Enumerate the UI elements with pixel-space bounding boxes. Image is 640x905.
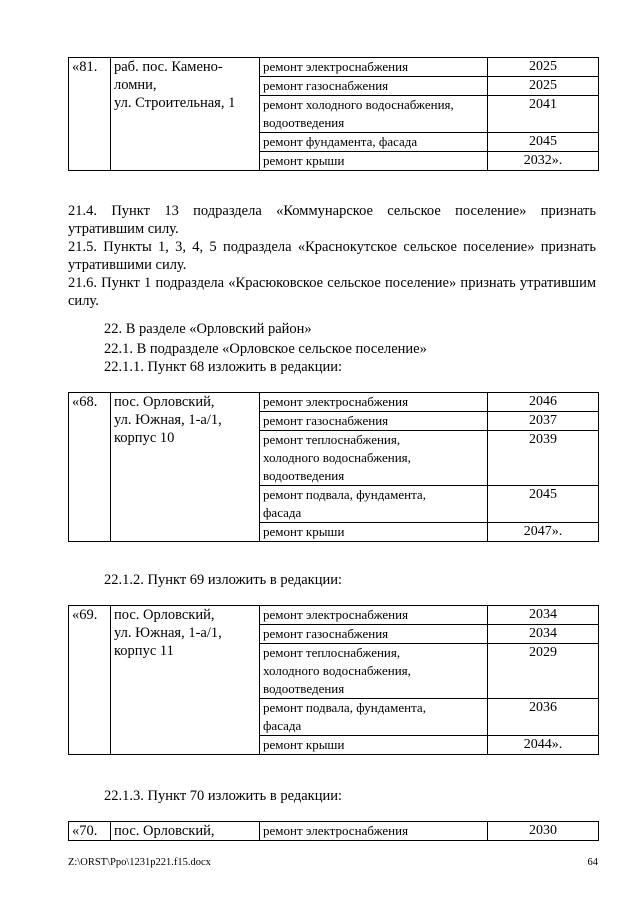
work-type-line: ремонт крыши [263,737,345,752]
table-row [69,606,599,625]
paragraph-21-5: 21.5. Пункты 1, 3, 4, 5 подраздела «Краснокутское сельское поселение» признать утратившими силу. [68,239,596,273]
address-line: ул. Строительная, 1 [114,95,236,111]
work-type-cell [260,699,488,736]
address-line: пос. Орловский, [114,394,215,410]
work-type-cell [260,523,488,542]
paragraph-21-4: 21.4. Пункт 13 подраздела «Коммунарское сельское поселение» признать утратившим силу. [68,203,596,237]
year-cell: 2036 [488,699,599,736]
paragraph-22-1-1: 22.1.1. Пункт 68 изложить в редакции: [104,359,343,375]
address-line: ломни, [114,77,157,93]
year-cell: 2034 [488,625,599,644]
address-line: корпус 10 [114,430,175,446]
table-row [69,393,599,412]
year-cell: 2032». [488,152,599,171]
work-type-line: фасада [263,505,302,520]
paragraph-21-6: 21.6. Пункт 1 подраздела «Красюковское сельское поселение» признать утратившим силу. [68,275,596,309]
year-cell: 2047». [488,523,599,542]
work-type-line: ремонт холодного водоснабжения, [263,97,454,112]
work-type-cell [260,77,488,96]
address-line: пос. Орловский, [114,823,215,839]
year-cell: 2037 [488,412,599,431]
work-type-line: ремонт подвала, фундамента, [263,487,426,502]
work-type-cell [260,431,488,486]
address-line: раб. пос. Камено- [114,59,223,75]
year-cell: 2046 [488,393,599,412]
item-number: «81. [69,58,111,171]
work-type-cell [260,486,488,523]
work-type-cell [260,152,488,171]
address-line: ул. Южная, 1-а/1, [114,412,222,428]
year-cell: 2030 [488,822,599,841]
work-type-line: водоотведения [263,681,345,696]
work-type-line: ремонт электроснабжения [263,823,409,838]
work-type-line: ремонт подвала, фундамента, [263,700,426,715]
work-type-line: ремонт электроснабжения [263,59,409,74]
table-row [69,822,599,841]
repair-table-69 [68,605,599,755]
year-cell: 2034 [488,606,599,625]
work-type-cell [260,606,488,625]
table-body [69,822,599,841]
year-cell: 2045 [488,133,599,152]
page-number: 64 [587,857,598,868]
work-type-line: ремонт крыши [263,524,345,539]
repair-table-68 [68,392,599,542]
work-type-cell [260,736,488,755]
work-type-cell [260,96,488,133]
table-row [69,58,599,77]
work-type-line: ремонт электроснабжения [263,394,409,409]
item-number: «70. [69,822,111,841]
work-type-cell [260,58,488,77]
work-type-line: ремонт фундамента, фасада [263,134,418,149]
work-type-line: ремонт теплоснабжения, [263,645,401,660]
repair-table-70 [68,821,599,841]
footer-file-path: Z:\ORST\Ppo\1231p221.f15.docx [68,857,211,868]
year-cell: 2039 [488,431,599,486]
work-type-cell [260,822,488,841]
work-type-line: холодного водоснабжения, [263,663,411,678]
work-type-line: водоотведения [263,115,345,130]
item-number: «69. [69,606,111,755]
year-cell: 2029 [488,644,599,699]
address-line: корпус 11 [114,643,174,659]
paragraph-22-1-2: 22.1.2. Пункт 69 изложить в редакции: [104,572,343,588]
work-type-line: водоотведения [263,468,345,483]
work-type-line: ремонт теплоснабжения, [263,432,401,447]
work-type-cell [260,412,488,431]
work-type-line: холодного водоснабжения, [263,450,411,465]
table-body [69,393,599,542]
table-body [69,58,599,171]
table-body [69,606,599,755]
address-line: пос. Орловский, [114,607,215,623]
address-cell [111,393,260,542]
work-type-cell [260,133,488,152]
year-cell: 2025 [488,58,599,77]
item-number: «68. [69,393,111,542]
year-cell: 2045 [488,486,599,523]
year-cell: 2025 [488,77,599,96]
year-cell: 2044». [488,736,599,755]
address-line: ул. Южная, 1-а/1, [114,625,222,641]
work-type-line: ремонт газоснабжения [263,413,389,428]
work-type-line: ремонт газоснабжения [263,78,389,93]
address-cell [111,606,260,755]
work-type-cell [260,393,488,412]
address-cell [111,58,260,171]
work-type-cell [260,625,488,644]
work-type-line: ремонт крыши [263,153,345,168]
paragraph-22-1-3: 22.1.3. Пункт 70 изложить в редакции: [104,788,343,804]
repair-table-81 [68,57,599,171]
paragraph-22-1: 22.1. В подразделе «Орловское сельское поселение» [104,341,427,357]
work-type-line: ремонт газоснабжения [263,626,389,641]
work-type-line: фасада [263,718,302,733]
address-cell [111,822,260,841]
paragraph-22: 22. В разделе «Орловский район» [104,321,312,337]
work-type-cell [260,644,488,699]
year-cell: 2041 [488,96,599,133]
work-type-line: ремонт электроснабжения [263,607,409,622]
